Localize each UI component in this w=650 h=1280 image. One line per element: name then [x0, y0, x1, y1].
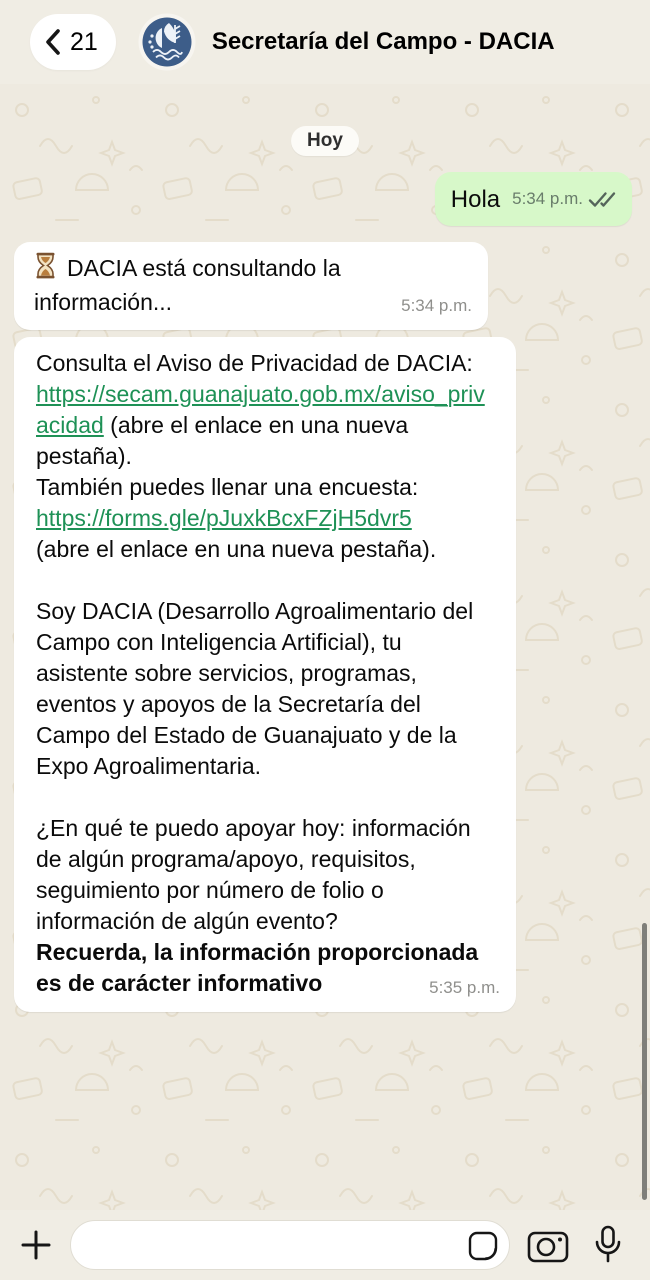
chevron-left-icon — [42, 27, 64, 57]
incoming-message-bubble — [14, 242, 488, 330]
voice-message-button[interactable] — [586, 1224, 630, 1266]
chat-header — [0, 0, 650, 84]
sticker-button[interactable] — [467, 1230, 499, 1262]
date-divider: Hoy — [291, 126, 359, 156]
message-input-container — [70, 1220, 510, 1270]
message-input[interactable] — [71, 1221, 509, 1269]
message-text: DACIA está consultando la información... — [34, 255, 341, 315]
contact-avatar[interactable] — [138, 13, 196, 71]
camera-button[interactable] — [526, 1224, 570, 1266]
hourglass-icon — [34, 252, 57, 287]
outgoing-message-bubble — [435, 172, 632, 226]
message-time: 5:34 p.m. — [512, 189, 583, 208]
plus-icon — [20, 1229, 52, 1261]
message-bold-text: Recuerda, la información proporcionada es de carácter informativo — [36, 939, 479, 996]
message-meta — [512, 183, 618, 215]
message-time: 5:35 p.m. — [429, 978, 500, 997]
scrollbar-thumb[interactable] — [642, 923, 647, 1200]
double-check-icon — [588, 190, 618, 208]
back-button[interactable] — [30, 14, 116, 70]
message-time: 5:34 p.m. — [401, 296, 472, 315]
message-link[interactable]: https://forms.gle/pJuxkBcxFZjH5dvr5 — [36, 505, 412, 531]
message-rich-text: Consulta el Aviso de Privacidad de DACIA: https://secam.guanajuato.gob.mx/aviso_privacidad (abre el enlace en una nueva pestaña). También puedes llenar una encuesta: https://forms.gle/pJuxkBcxFZjH5dvr5 (abre el enlace en una nueva pestaña). Soy DACIA (Desarrollo Agroalimentario del Campo con Inteligencia Artificial), tu asistente sobre servicios, programas, eventos y apoyos de la Secretaría del Campo del Estado de Guanajuato y de la Expo Agroalimentaria. ¿En qué te puedo apoyar hoy: información de algún programa/apoyo, requisitos, seguimiento por número de folio o información de algún evento? Recuerda, la información proporcionada es de carácter informativo — [36, 350, 485, 996]
incoming-message-bubble-main — [14, 337, 516, 1012]
attach-button[interactable] — [18, 1227, 54, 1263]
chat-title[interactable]: Secretaría del Campo - DACIA — [211, 28, 555, 55]
sticker-icon — [467, 1230, 499, 1262]
unread-count-badge: 21 — [70, 27, 98, 56]
camera-icon — [526, 1226, 570, 1264]
message-link[interactable]: https://secam.guanajuato.gob.mx/aviso_privacidad — [36, 381, 485, 438]
message-composer-bar — [0, 1210, 650, 1280]
message-text: Hola — [450, 186, 501, 213]
microphone-icon — [593, 1225, 623, 1265]
